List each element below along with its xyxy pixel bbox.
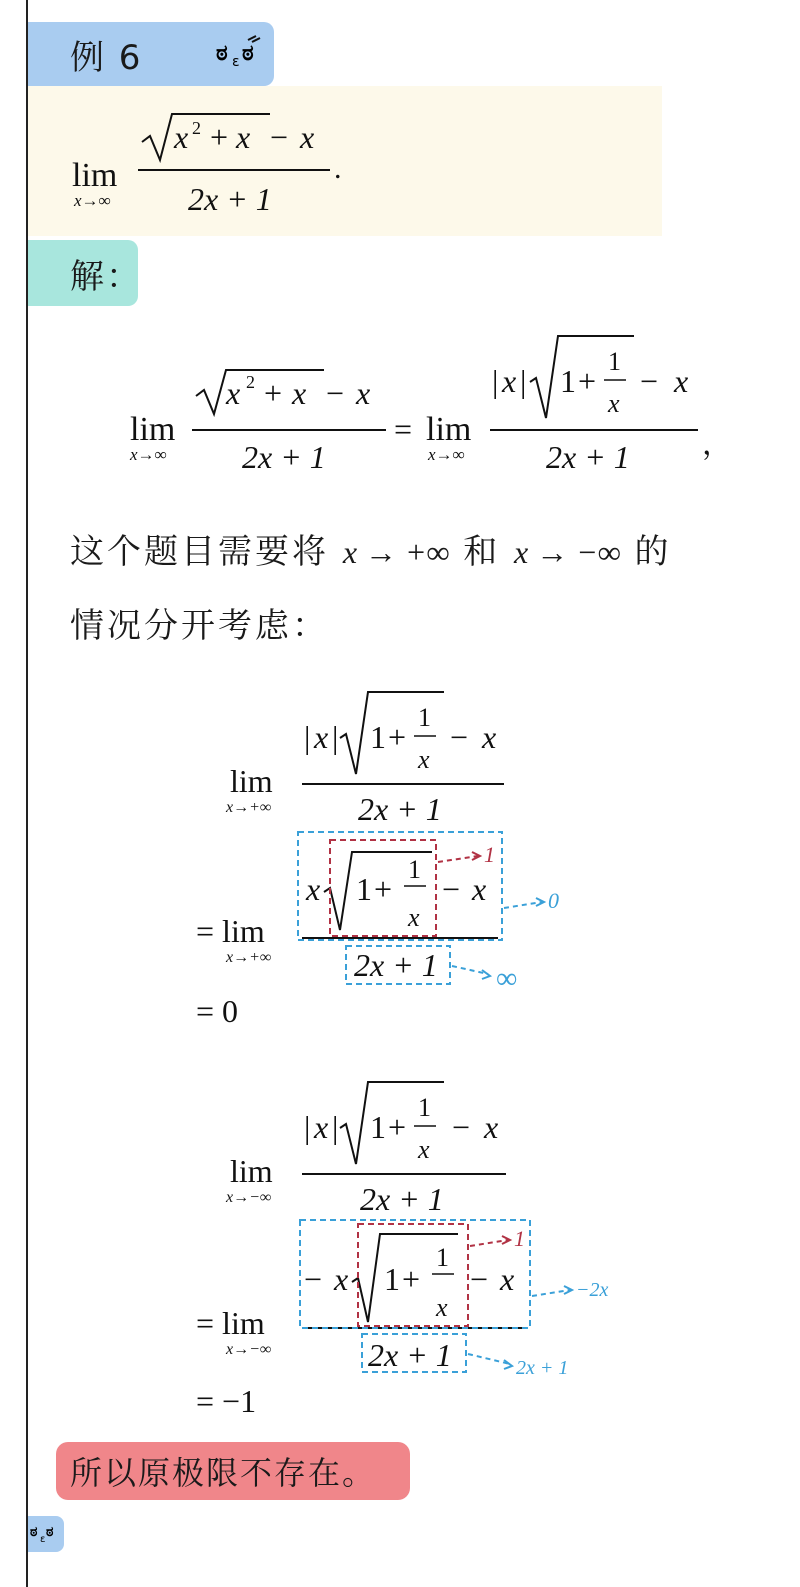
svg-text:2: 2	[192, 118, 201, 138]
cute-face-icon	[214, 32, 264, 83]
svg-text:2x + 1: 2x + 1	[546, 439, 630, 475]
svg-text:2x + 1: 2x + 1	[358, 791, 442, 827]
svg-text:1: 1	[560, 363, 576, 399]
svg-text:x: x	[306, 871, 321, 907]
svg-text:x: x	[226, 375, 241, 411]
svg-text:|: |	[332, 719, 339, 755]
svg-text:lim: lim	[230, 1153, 273, 1189]
svg-text:x: x	[482, 719, 497, 755]
svg-text:lim: lim	[130, 411, 176, 448]
svg-text:=: =	[394, 411, 413, 447]
svg-text:x: x	[418, 745, 430, 774]
svg-text:|: |	[492, 363, 499, 399]
svg-text:−: −	[470, 1261, 489, 1297]
svg-text:x→+∞: x→+∞	[226, 799, 272, 816]
svg-text:x→−∞: x→−∞	[226, 1189, 272, 1206]
svg-text:ಠ: ಠ	[242, 41, 254, 66]
svg-text:ε: ε	[40, 1534, 46, 1545]
svg-text:|: |	[520, 363, 527, 399]
face-svg	[214, 32, 264, 78]
explanation-line-1: 这个题目需要将 x → +∞ 和 x → −∞ 的	[70, 532, 672, 572]
svg-text:1: 1	[418, 703, 431, 732]
conclusion-box	[56, 1442, 410, 1500]
svg-text:x: x	[174, 119, 189, 155]
svg-text:x: x	[608, 389, 620, 418]
svg-text:ಠ: ಠ	[46, 1524, 54, 1540]
svg-text:1: 1	[484, 842, 495, 867]
svg-text:x: x	[300, 119, 315, 155]
svg-text:，: ，	[702, 428, 732, 461]
svg-text:x: x	[408, 903, 420, 932]
svg-text:x: x	[502, 363, 517, 399]
svg-text:x: x	[484, 1109, 499, 1145]
svg-text:1: 1	[370, 719, 386, 755]
svg-text:+: +	[210, 119, 229, 155]
solution-label: 解：	[70, 256, 142, 297]
svg-text:x: x	[472, 871, 487, 907]
svg-text:+: +	[374, 871, 393, 907]
example-label: 例 6	[70, 37, 143, 78]
svg-text:2x + 1: 2x + 1	[242, 439, 326, 475]
svg-text:+: +	[578, 363, 597, 399]
svg-text:1: 1	[436, 1243, 449, 1272]
svg-text:|: |	[304, 1109, 311, 1145]
svg-text:x: x	[356, 375, 371, 411]
svg-text:x→∞: x→∞	[428, 445, 465, 464]
svg-text:lim: lim	[230, 763, 273, 799]
solution-tag	[28, 240, 142, 306]
svg-text:1: 1	[370, 1109, 386, 1145]
svg-text:x: x	[500, 1261, 515, 1297]
lim-text: lim	[72, 157, 118, 194]
svg-text:x: x	[236, 119, 251, 155]
svg-text:1: 1	[408, 855, 421, 884]
conclusion-text: 所以原极限不存在。	[70, 1454, 377, 1492]
svg-text:x: x	[334, 1261, 349, 1297]
svg-text:ಠ: ಠ	[30, 1524, 38, 1540]
svg-text:ε: ε	[232, 54, 240, 70]
svg-text:1: 1	[384, 1261, 400, 1297]
main-equation	[120, 326, 740, 486]
svg-text:|: |	[332, 1109, 339, 1145]
svg-text:−: −	[270, 119, 289, 155]
svg-text:+: +	[388, 719, 407, 755]
svg-text:lim: lim	[426, 411, 472, 448]
svg-text:2x + 1: 2x + 1	[360, 1181, 444, 1217]
svg-text:x→+∞: x→+∞	[226, 949, 272, 966]
svg-text:−2x: −2x	[576, 1279, 609, 1301]
svg-text:x→∞: x→∞	[74, 191, 111, 210]
case-positive	[180, 680, 600, 1040]
svg-text:= 0: = 0	[196, 993, 239, 1029]
svg-text:+: +	[402, 1261, 421, 1297]
svg-text:= lim: = lim	[196, 1305, 265, 1341]
svg-text:2x + 1: 2x + 1	[368, 1337, 452, 1373]
problem-formula	[60, 100, 420, 230]
svg-text:|: |	[304, 719, 311, 755]
svg-text:.: .	[334, 152, 342, 185]
svg-text:2: 2	[246, 372, 255, 392]
svg-text:2x + 1: 2x + 1	[354, 947, 438, 983]
svg-text:x: x	[436, 1293, 448, 1322]
svg-text:+: +	[264, 375, 283, 411]
svg-text:x: x	[292, 375, 307, 411]
svg-text:x→∞: x→∞	[130, 445, 167, 464]
svg-text:2x + 1: 2x + 1	[516, 1357, 569, 1379]
svg-text:ಠ: ಠ	[216, 41, 228, 66]
svg-text:∞: ∞	[496, 962, 518, 995]
margin-line	[26, 0, 28, 1587]
explanation-line-2: 情况分开考虑：	[70, 606, 329, 646]
svg-text:= −1: = −1	[196, 1383, 257, 1419]
svg-text:x: x	[418, 1135, 430, 1164]
svg-text:1: 1	[418, 1093, 431, 1122]
svg-text:+: +	[388, 1109, 407, 1145]
svg-text:−: −	[450, 719, 469, 755]
svg-text:−: −	[326, 375, 345, 411]
svg-text:−: −	[442, 871, 461, 907]
svg-text:−: −	[452, 1109, 471, 1145]
svg-text:1: 1	[356, 871, 372, 907]
case-negative	[180, 1068, 640, 1428]
svg-text:1: 1	[514, 1226, 525, 1251]
small-face-tag	[28, 1516, 64, 1552]
svg-text:x: x	[674, 363, 689, 399]
svg-text:−: −	[640, 363, 659, 399]
svg-text:2x + 1: 2x + 1	[188, 181, 272, 217]
svg-text:x: x	[314, 719, 329, 755]
svg-text:0: 0	[548, 888, 559, 913]
svg-text:1: 1	[608, 347, 621, 376]
small-face-icon	[28, 1516, 62, 1550]
svg-text:= lim: = lim	[196, 913, 265, 949]
svg-text:−: −	[304, 1261, 323, 1297]
svg-text:x: x	[314, 1109, 329, 1145]
svg-text:x→−∞: x→−∞	[226, 1341, 272, 1358]
